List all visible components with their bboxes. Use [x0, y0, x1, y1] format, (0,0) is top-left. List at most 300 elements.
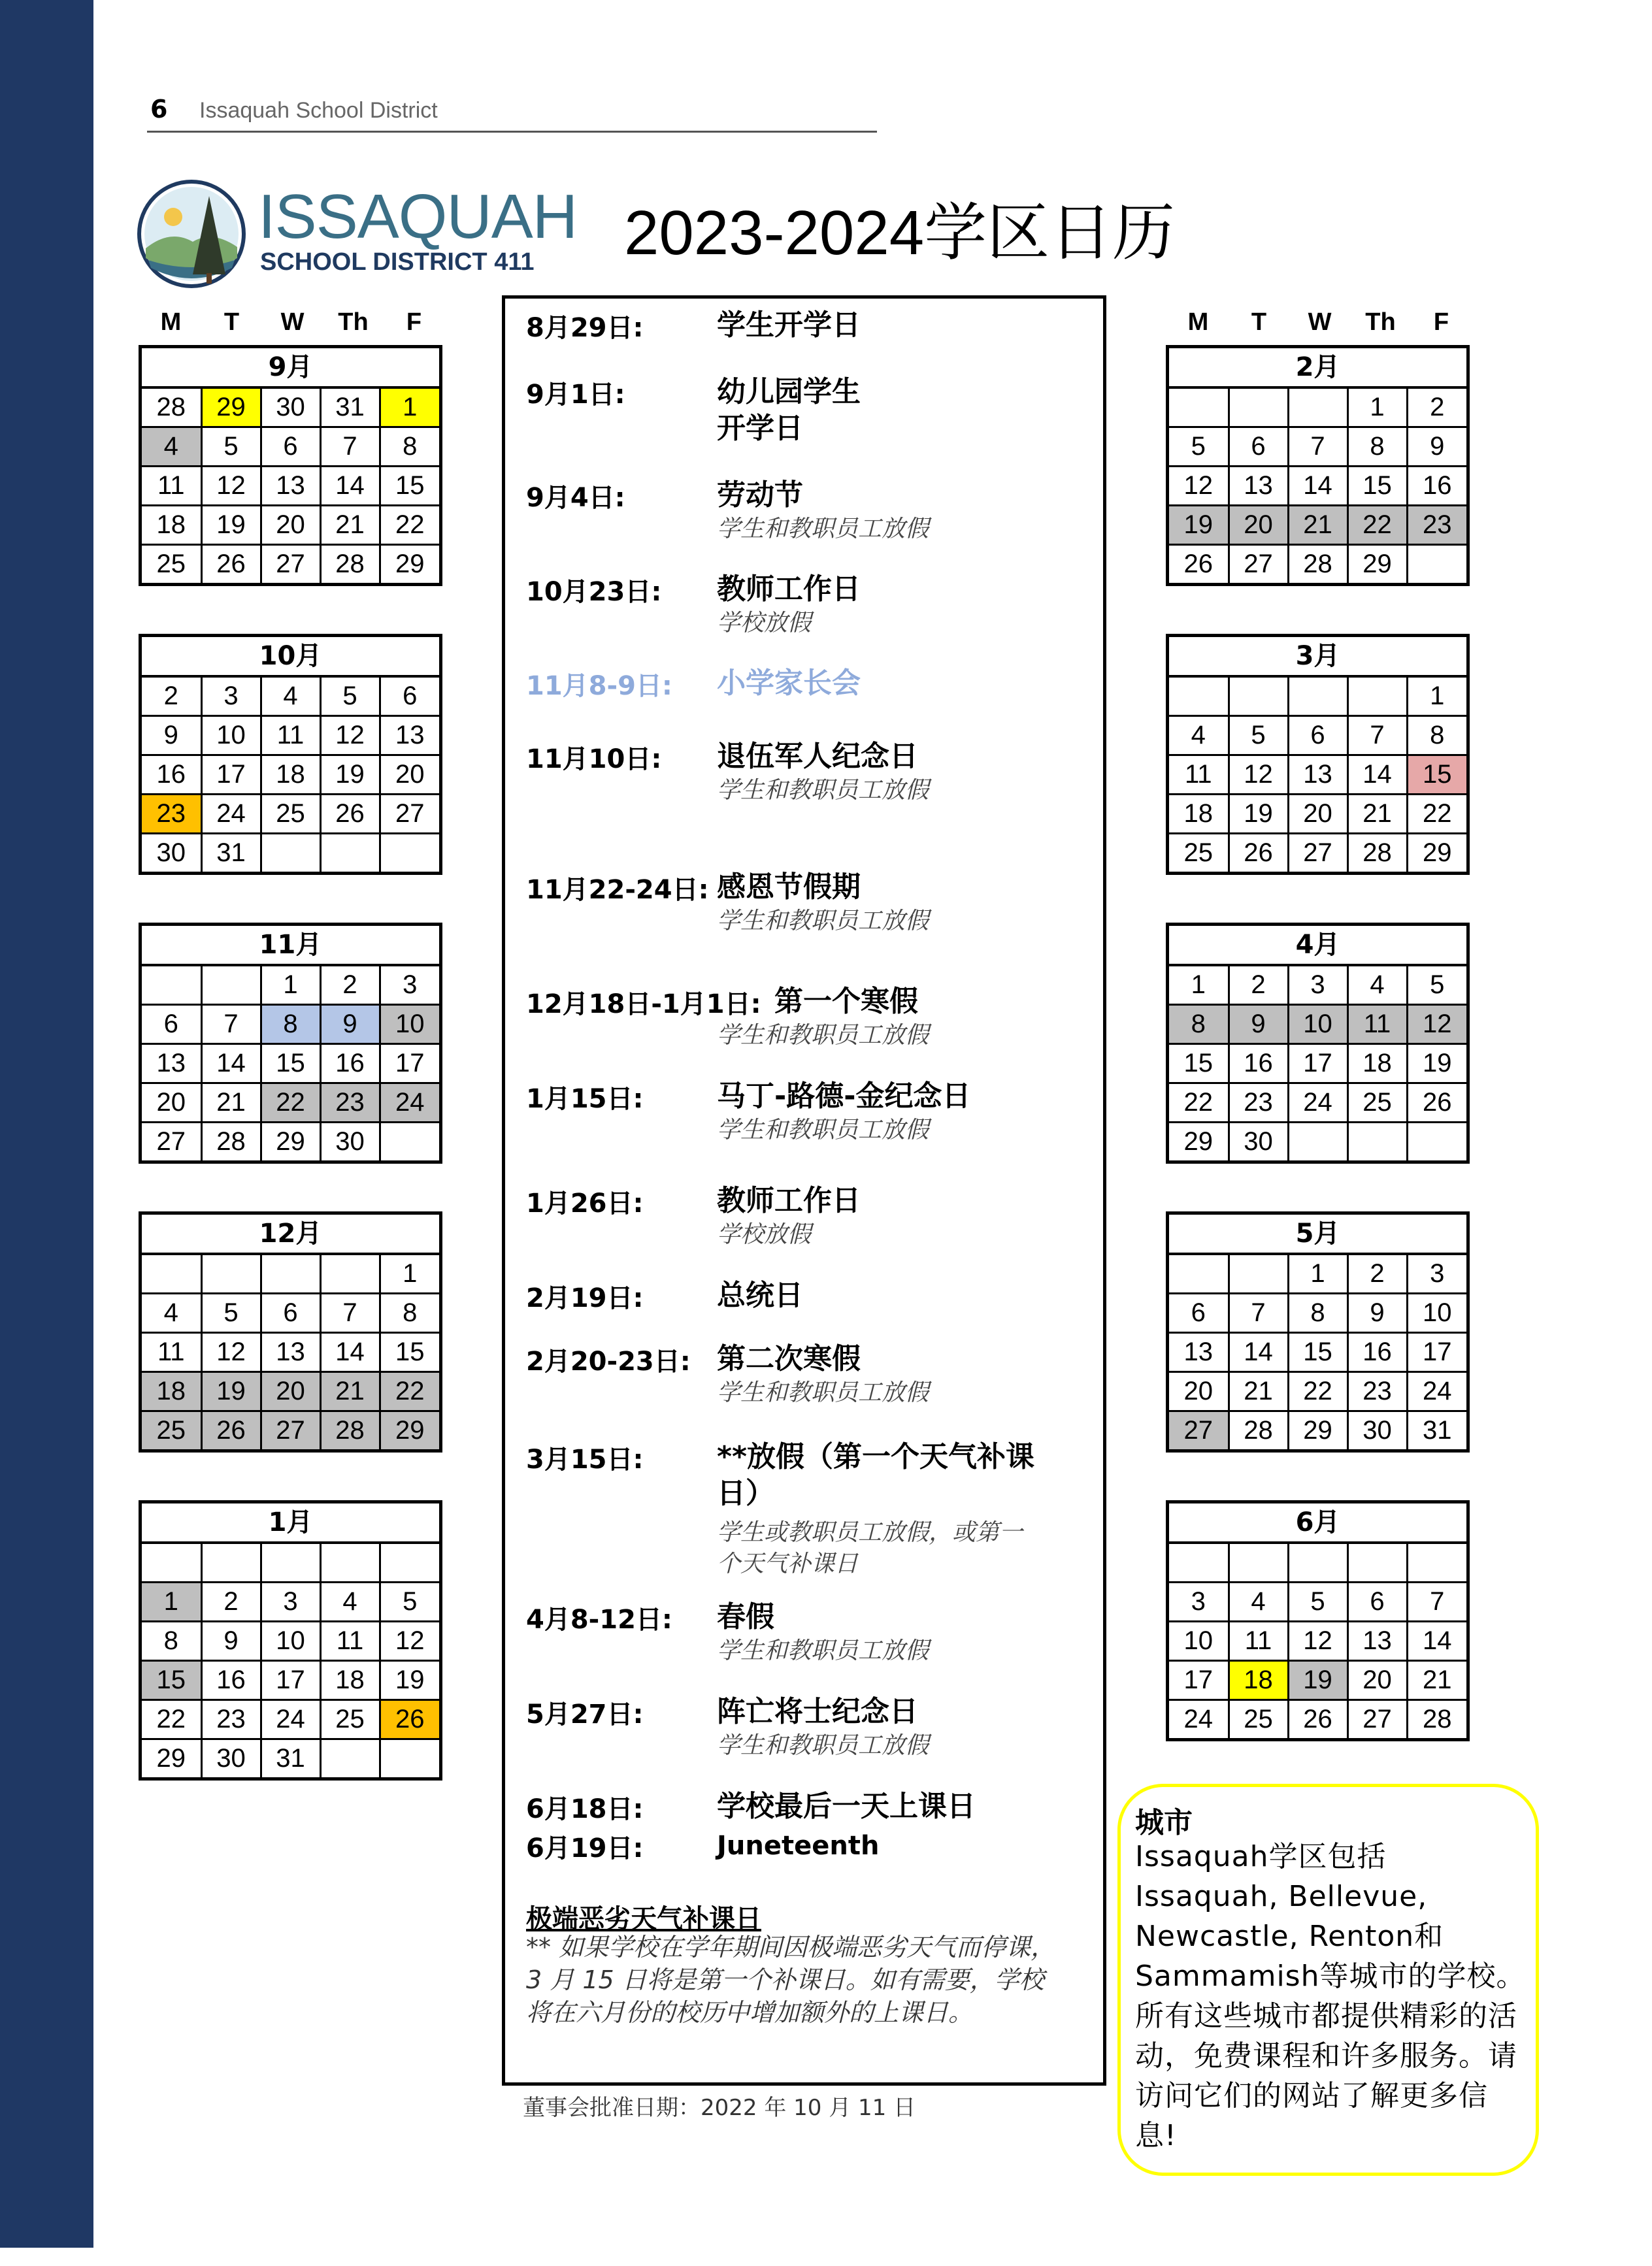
day-cell: 3 — [1288, 966, 1347, 1005]
day-cell: 17 — [1407, 1333, 1466, 1372]
empty-day-cell — [1169, 1544, 1229, 1583]
calendar-may — [1166, 1211, 1470, 1453]
day-cell: 6 — [261, 1294, 320, 1333]
event-name: 马丁-路德-金纪念日 — [717, 1079, 971, 1113]
page-title: 2023-2024学区日历 — [624, 198, 1176, 268]
empty-day-cell — [1169, 678, 1229, 716]
day-cell: 28 — [1407, 1700, 1466, 1739]
event-name: 总统日 — [717, 1279, 803, 1312]
day-cell: 9 — [1229, 1005, 1288, 1044]
week-row — [1169, 545, 1466, 583]
week-row — [1169, 834, 1466, 872]
empty-day-cell — [1229, 1544, 1288, 1583]
day-cell: 20 — [380, 755, 439, 795]
day-cell: 26 — [201, 545, 261, 583]
event-name: 阵亡将士纪念日 — [717, 1695, 918, 1728]
day-cell: 29 — [380, 1411, 439, 1450]
week-row — [1169, 678, 1466, 716]
event-date: 9月4日: — [526, 483, 625, 513]
day-cell: 14 — [1347, 755, 1407, 795]
empty-day-cell — [1169, 389, 1229, 427]
month-label: 11月 — [142, 926, 439, 966]
day-cell: 10 — [380, 1005, 439, 1044]
event-name: **放假（第一个天气补课日） — [717, 1440, 1035, 1510]
weekday-header-left — [140, 308, 444, 337]
week-row — [1169, 1372, 1466, 1411]
day-cell: 1 — [1407, 678, 1466, 716]
day-cell: 8 — [1169, 1005, 1229, 1044]
empty-day-cell — [201, 1544, 261, 1583]
week-row — [142, 1583, 439, 1622]
day-cell: 21 — [201, 1083, 261, 1123]
day-cell: 30 — [261, 389, 320, 427]
day-cell: 26 — [1169, 545, 1229, 583]
day-cell: 19 — [1229, 795, 1288, 834]
day-cell: 7 — [320, 427, 380, 467]
week-row — [1169, 795, 1466, 834]
week-row — [1169, 1544, 1466, 1583]
day-cell: 12 — [1288, 1622, 1347, 1661]
event-name: 劳动节 — [717, 478, 803, 512]
day-cell: 29 — [201, 389, 261, 427]
empty-day-cell — [201, 1255, 261, 1294]
day-cell: 3 — [261, 1583, 320, 1622]
day-cell: 22 — [1407, 795, 1466, 834]
week-row — [142, 467, 439, 506]
week-row — [1169, 716, 1466, 755]
empty-day-cell — [1229, 1255, 1288, 1294]
empty-day-cell — [142, 966, 201, 1005]
day-cell: 29 — [142, 1739, 201, 1778]
week-row — [142, 755, 439, 795]
week-row — [142, 1411, 439, 1450]
day-cell: 15 — [142, 1661, 201, 1700]
day-cell: 2 — [1347, 1255, 1407, 1294]
day-cell: 10 — [201, 716, 261, 755]
event-date: 2月19日: — [526, 1283, 644, 1313]
event-date: 10月23日: — [526, 577, 662, 607]
day-cell: 19 — [201, 1372, 261, 1411]
event-date: 11月8-9日: — [526, 671, 672, 701]
day-cell: 4 — [261, 678, 320, 716]
day-cell: 14 — [1229, 1333, 1288, 1372]
day-cell: 21 — [320, 506, 380, 545]
empty-day-cell — [1407, 1123, 1466, 1161]
day-cell: 22 — [1169, 1083, 1229, 1123]
week-row — [1169, 1044, 1466, 1083]
day-cell: 17 — [380, 1044, 439, 1083]
day-cell: 10 — [1407, 1294, 1466, 1333]
day-cell: 11 — [1169, 755, 1229, 795]
day-cell: 26 — [320, 795, 380, 834]
week-row — [1169, 1005, 1466, 1044]
day-cell: 26 — [1229, 834, 1288, 872]
day-cell: 30 — [201, 1739, 261, 1778]
day-cell: 31 — [1407, 1411, 1466, 1450]
empty-day-cell — [380, 1544, 439, 1583]
event-date: 5月27日: — [526, 1699, 644, 1730]
weekday-label: W — [280, 308, 305, 336]
day-cell: 13 — [1169, 1333, 1229, 1372]
day-cell: 22 — [1347, 506, 1407, 545]
day-cell: 27 — [261, 1411, 320, 1450]
event-name: 教师工作日 — [717, 572, 861, 606]
day-cell: 27 — [142, 1123, 201, 1161]
weekday-label: M — [160, 308, 182, 336]
event-date: 12月18日-1月1日: — [526, 989, 761, 1019]
day-cell: 1 — [1169, 966, 1229, 1005]
day-cell: 6 — [1288, 716, 1347, 755]
empty-day-cell — [1169, 1255, 1229, 1294]
event-date: 3月15日: — [526, 1445, 644, 1475]
event-name: 感恩节假期 — [717, 870, 861, 904]
event-name: 学生开学日 — [717, 308, 861, 342]
day-cell: 15 — [1347, 467, 1407, 506]
day-cell: 18 — [142, 506, 201, 545]
day-cell: 29 — [1347, 545, 1407, 583]
day-cell: 11 — [142, 1333, 201, 1372]
week-row — [1169, 1255, 1466, 1294]
calendar-april — [1166, 923, 1470, 1164]
page-header-district: Issaquah School District — [199, 98, 438, 123]
day-cell: 24 — [380, 1083, 439, 1123]
month-label: 1月 — [142, 1503, 439, 1544]
month-label: 9月 — [142, 348, 439, 389]
day-cell: 24 — [1288, 1083, 1347, 1123]
day-cell: 5 — [1169, 427, 1229, 467]
day-cell: 4 — [142, 427, 201, 467]
day-cell: 1 — [142, 1583, 201, 1622]
day-cell: 15 — [380, 467, 439, 506]
event-name: 学校最后一天上课日 — [717, 1790, 976, 1823]
day-cell: 4 — [1347, 966, 1407, 1005]
month-label: 12月 — [142, 1215, 439, 1255]
day-cell: 5 — [1407, 966, 1466, 1005]
week-row — [142, 1333, 439, 1372]
weather-makeup-note: ** 如果学校在学年期间因极端恶劣天气而停课，3 月 15 日将是第一个补课日。如有需要，学校将在六月份的校历中增加额外的上课日。 — [526, 1933, 1056, 2027]
day-cell: 28 — [1229, 1411, 1288, 1450]
day-cell: 19 — [1288, 1661, 1347, 1700]
day-cell: 13 — [1288, 755, 1347, 795]
week-row — [142, 1294, 439, 1333]
event-date: 9月1日: — [526, 380, 625, 410]
board-approval-date: 董事会批准日期：2022 年 10 月 11 日 — [523, 2095, 916, 2121]
week-row — [142, 1083, 439, 1123]
empty-day-cell — [320, 834, 380, 872]
day-cell: 10 — [1169, 1622, 1229, 1661]
event-name: 第一个寒假 — [774, 985, 918, 1018]
day-cell: 18 — [1229, 1661, 1288, 1700]
event-date: 1月26日: — [526, 1189, 644, 1219]
week-row — [142, 716, 439, 755]
day-cell: 8 — [1288, 1294, 1347, 1333]
empty-day-cell — [380, 1739, 439, 1778]
day-cell: 1 — [380, 389, 439, 427]
day-cell: 19 — [1407, 1044, 1466, 1083]
day-cell: 24 — [1169, 1700, 1229, 1739]
calendar-june — [1166, 1500, 1470, 1741]
empty-day-cell — [1407, 545, 1466, 583]
day-cell: 29 — [1169, 1123, 1229, 1161]
day-cell: 22 — [1288, 1372, 1347, 1411]
day-cell: 4 — [320, 1583, 380, 1622]
day-cell: 17 — [1288, 1044, 1347, 1083]
week-row — [1169, 1333, 1466, 1372]
day-cell: 24 — [1407, 1372, 1466, 1411]
event-date: 6月18日: — [526, 1794, 644, 1824]
week-row — [142, 1005, 439, 1044]
day-cell: 14 — [1407, 1622, 1466, 1661]
day-cell: 25 — [261, 795, 320, 834]
logo-subtitle: SCHOOL DISTRICT 411 — [260, 248, 535, 276]
event-date: 1月15日: — [526, 1084, 644, 1114]
day-cell: 18 — [261, 755, 320, 795]
day-cell: 25 — [142, 545, 201, 583]
event-name: Juneteenth — [717, 1831, 880, 1861]
month-label: 10月 — [142, 637, 439, 678]
day-cell: 30 — [1347, 1411, 1407, 1450]
day-cell: 16 — [320, 1044, 380, 1083]
day-cell: 16 — [1229, 1044, 1288, 1083]
day-cell: 20 — [1288, 795, 1347, 834]
day-cell: 21 — [1347, 795, 1407, 834]
day-cell: 20 — [1347, 1661, 1407, 1700]
day-cell: 13 — [380, 716, 439, 755]
week-row — [142, 1044, 439, 1083]
week-row — [1169, 467, 1466, 506]
event-date: 4月8-12日: — [526, 1605, 672, 1635]
day-cell: 28 — [1347, 834, 1407, 872]
day-cell: 4 — [142, 1294, 201, 1333]
event-date: 11月22-24日: — [526, 875, 709, 905]
week-row — [142, 678, 439, 716]
weekday-label: T — [223, 308, 240, 336]
day-cell: 11 — [320, 1622, 380, 1661]
sidebar-band — [0, 0, 93, 2248]
weekday-label: M — [1187, 308, 1209, 336]
day-cell: 20 — [1229, 506, 1288, 545]
event-note: 学生和教职员工放假 — [717, 1379, 929, 1406]
day-cell: 21 — [1288, 506, 1347, 545]
day-cell: 18 — [142, 1372, 201, 1411]
day-cell: 25 — [1229, 1700, 1288, 1739]
day-cell: 27 — [1288, 834, 1347, 872]
event-name: 退伍军人纪念日 — [717, 740, 918, 773]
week-row — [1169, 1411, 1466, 1450]
day-cell: 6 — [142, 1005, 201, 1044]
day-cell: 19 — [320, 755, 380, 795]
event-name: 第二次寒假 — [717, 1342, 861, 1375]
day-cell: 26 — [201, 1411, 261, 1450]
week-row — [142, 389, 439, 427]
day-cell: 6 — [1169, 1294, 1229, 1333]
month-label: 5月 — [1169, 1215, 1466, 1255]
day-cell: 9 — [320, 1005, 380, 1044]
event-name: 春假 — [717, 1600, 774, 1634]
calendar-november — [139, 923, 442, 1164]
day-cell: 26 — [1407, 1083, 1466, 1123]
event-note: 学生和教职员工放假 — [717, 1637, 929, 1664]
week-row — [142, 966, 439, 1005]
cities-callout — [1117, 1784, 1539, 2176]
day-cell: 8 — [380, 1294, 439, 1333]
day-cell: 29 — [261, 1123, 320, 1161]
day-cell: 12 — [320, 716, 380, 755]
logo-wordmark: ISSAQUAH — [258, 182, 578, 252]
event-note: 学生和教职员工放假 — [717, 1022, 929, 1049]
week-row — [1169, 389, 1466, 427]
empty-day-cell — [1347, 678, 1407, 716]
day-cell: 22 — [380, 506, 439, 545]
day-cell: 24 — [261, 1700, 320, 1739]
week-row — [1169, 1123, 1466, 1161]
day-cell: 23 — [1229, 1083, 1288, 1123]
day-cell: 29 — [1407, 834, 1466, 872]
event-note: 学校放假 — [717, 1221, 812, 1248]
day-cell: 11 — [261, 716, 320, 755]
month-label: 3月 — [1169, 637, 1466, 678]
day-cell: 23 — [320, 1083, 380, 1123]
day-cell: 7 — [1347, 716, 1407, 755]
day-cell: 27 — [1169, 1411, 1229, 1450]
event-note: 学校放假 — [717, 610, 812, 636]
day-cell: 25 — [142, 1411, 201, 1450]
week-row — [142, 834, 439, 872]
day-cell: 5 — [201, 427, 261, 467]
empty-day-cell — [142, 1544, 201, 1583]
day-cell: 23 — [142, 795, 201, 834]
day-cell: 18 — [1169, 795, 1229, 834]
event-date: 2月20-23日: — [526, 1347, 691, 1377]
day-cell: 3 — [201, 678, 261, 716]
day-cell: 16 — [201, 1661, 261, 1700]
day-cell: 27 — [1347, 1700, 1407, 1739]
day-cell: 9 — [1407, 427, 1466, 467]
day-cell: 23 — [1407, 506, 1466, 545]
day-cell: 19 — [380, 1661, 439, 1700]
day-cell: 3 — [1169, 1583, 1229, 1622]
day-cell: 17 — [1169, 1661, 1229, 1700]
day-cell: 3 — [380, 966, 439, 1005]
day-cell: 14 — [1288, 467, 1347, 506]
event-name: 教师工作日 — [717, 1184, 861, 1217]
day-cell: 12 — [201, 467, 261, 506]
day-cell: 28 — [142, 389, 201, 427]
day-cell: 31 — [201, 834, 261, 872]
event-note: 学生和教职员工放假 — [717, 777, 929, 804]
day-cell: 18 — [1347, 1044, 1407, 1083]
week-row — [1169, 1583, 1466, 1622]
week-row — [1169, 966, 1466, 1005]
week-row — [142, 1255, 439, 1294]
day-cell: 27 — [380, 795, 439, 834]
day-cell: 2 — [201, 1583, 261, 1622]
header-rule — [147, 131, 877, 133]
day-cell: 7 — [1229, 1294, 1288, 1333]
event-note: 学生和教职员工放假 — [717, 516, 929, 542]
week-row — [142, 1123, 439, 1161]
day-cell: 9 — [142, 716, 201, 755]
day-cell: 11 — [1347, 1005, 1407, 1044]
empty-day-cell — [261, 1255, 320, 1294]
day-cell: 25 — [1347, 1083, 1407, 1123]
week-row — [1169, 1622, 1466, 1661]
day-cell: 16 — [1407, 467, 1466, 506]
week-row — [1169, 1661, 1466, 1700]
empty-day-cell — [320, 1544, 380, 1583]
week-row — [142, 1661, 439, 1700]
day-cell: 10 — [261, 1622, 320, 1661]
day-cell: 17 — [201, 755, 261, 795]
day-cell: 15 — [1407, 755, 1466, 795]
day-cell: 27 — [1229, 545, 1288, 583]
day-cell: 21 — [1407, 1661, 1466, 1700]
day-cell: 6 — [261, 427, 320, 467]
day-cell: 5 — [1229, 716, 1288, 755]
day-cell: 22 — [142, 1700, 201, 1739]
calendar-march — [1166, 634, 1470, 875]
empty-day-cell — [320, 1255, 380, 1294]
empty-day-cell — [142, 1255, 201, 1294]
day-cell: 13 — [261, 1333, 320, 1372]
day-cell: 30 — [1229, 1123, 1288, 1161]
empty-day-cell — [201, 966, 261, 1005]
weekday-label: T — [1251, 308, 1267, 336]
month-label: 2月 — [1169, 348, 1466, 389]
empty-day-cell — [261, 834, 320, 872]
empty-day-cell — [1229, 389, 1288, 427]
day-cell: 8 — [1347, 427, 1407, 467]
day-cell: 13 — [1229, 467, 1288, 506]
week-row — [142, 1622, 439, 1661]
day-cell: 1 — [1288, 1255, 1347, 1294]
day-cell: 25 — [320, 1700, 380, 1739]
empty-day-cell — [320, 1739, 380, 1778]
day-cell: 31 — [261, 1739, 320, 1778]
day-cell: 12 — [380, 1622, 439, 1661]
week-row — [142, 1372, 439, 1411]
day-cell: 6 — [1347, 1583, 1407, 1622]
day-cell: 21 — [320, 1372, 380, 1411]
event-date: 6月19日: — [526, 1833, 644, 1864]
day-cell: 10 — [1288, 1005, 1347, 1044]
day-cell: 6 — [1229, 427, 1288, 467]
day-cell: 19 — [1169, 506, 1229, 545]
day-cell: 28 — [320, 1411, 380, 1450]
week-row — [1169, 1700, 1466, 1739]
week-row — [142, 1739, 439, 1778]
day-cell: 4 — [1229, 1583, 1288, 1622]
day-cell: 19 — [201, 506, 261, 545]
day-cell: 2 — [320, 966, 380, 1005]
day-cell: 20 — [261, 1372, 320, 1411]
day-cell: 9 — [201, 1622, 261, 1661]
week-row — [142, 1700, 439, 1739]
day-cell: 5 — [1288, 1583, 1347, 1622]
day-cell: 12 — [1169, 467, 1229, 506]
weekday-label: F — [1433, 308, 1449, 336]
day-cell: 29 — [380, 545, 439, 583]
day-cell: 8 — [380, 427, 439, 467]
day-cell: 3 — [1407, 1255, 1466, 1294]
day-cell: 16 — [1347, 1333, 1407, 1372]
day-cell: 12 — [1229, 755, 1288, 795]
day-cell: 30 — [142, 834, 201, 872]
day-cell: 28 — [1288, 545, 1347, 583]
day-cell: 20 — [142, 1083, 201, 1123]
week-row — [142, 506, 439, 545]
day-cell: 13 — [261, 467, 320, 506]
